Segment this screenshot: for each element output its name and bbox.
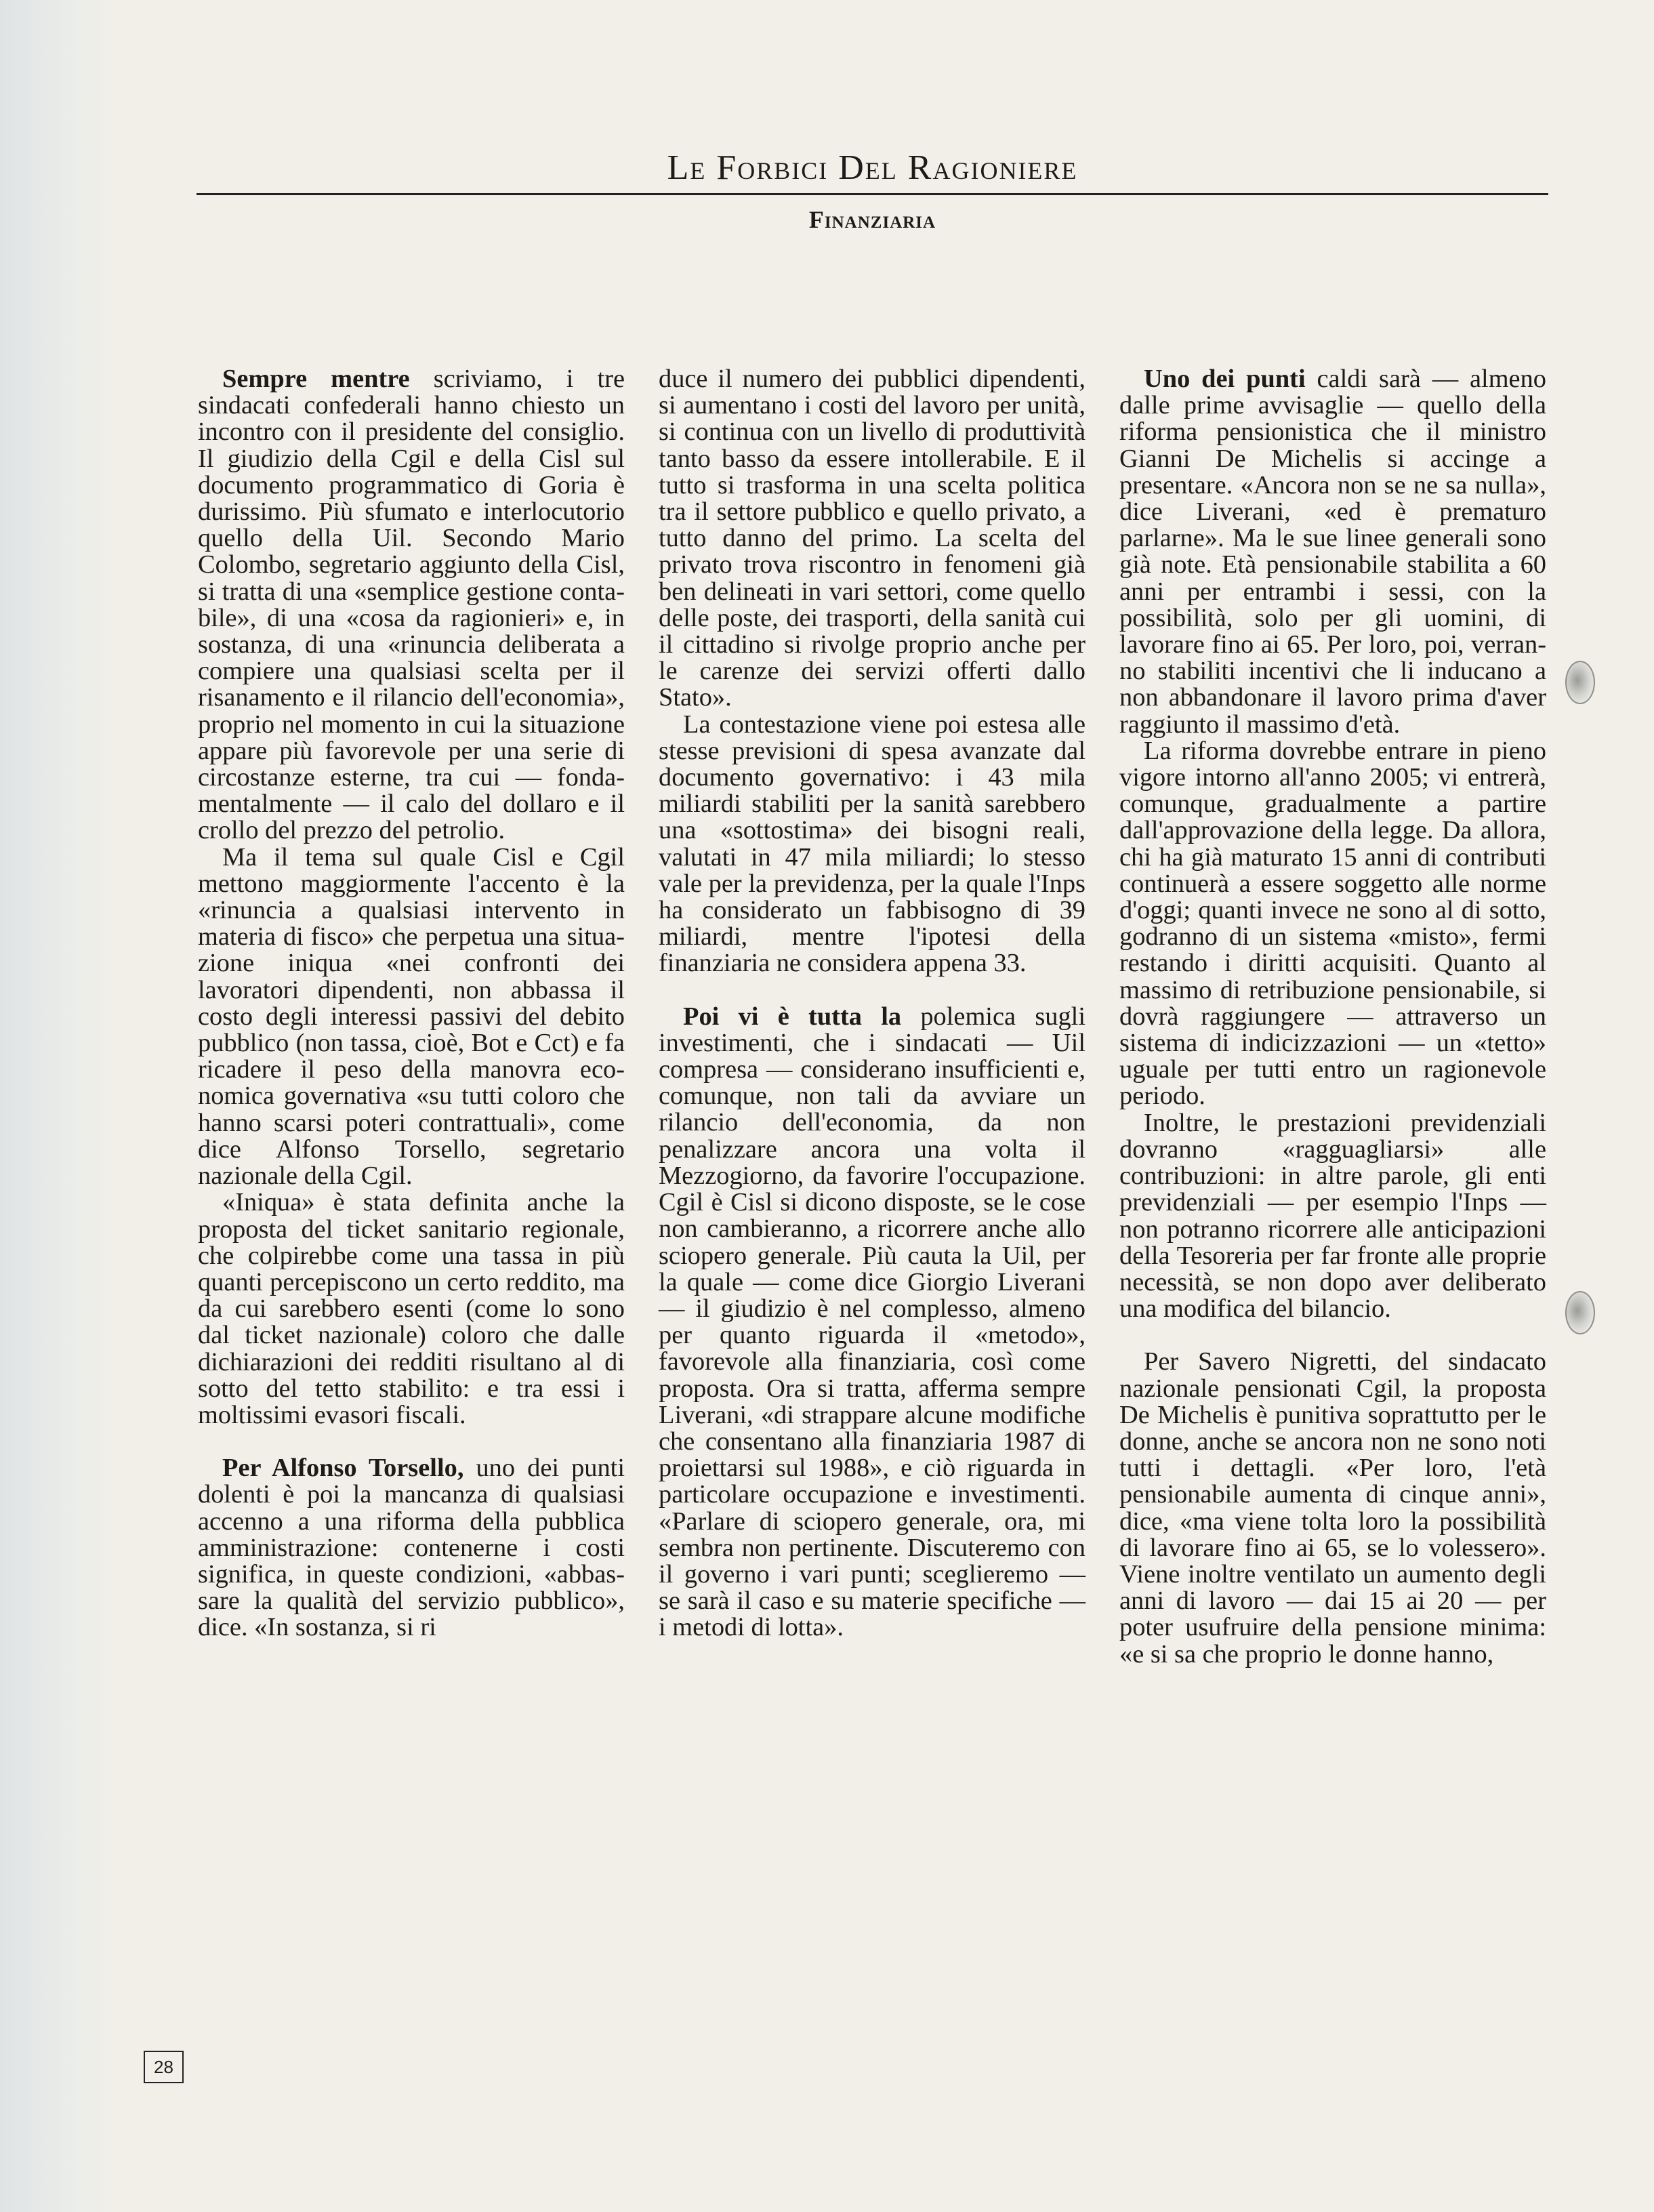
running-header-title: Le Forbici Del Ragioniere [667,148,1078,187]
paragraph [1119,366,1546,738]
paragraph-text: uno dei punti dolenti è poi la mancanza di qualsiasi accenno a una riforma della pubblica amministrazione: contenerne i costi significa, in queste condizioni, «abbassare la qualità del servizio pubblico», dice. «In sostanza, si ri [198,1454,625,1642]
paragraph: duce il numero dei pubblici dipendenti, si aumentano i costi del lavoro per unità, si continua con un livello di produttività tanto basso da essere intollerabile. E il tutto si trasforma in una scelta politica tra il settore pubblico e quello privato, a tutto danno del primo. La scelta del privato trova riscontro in fenomeni già ben delineati in vari settori, come quello delle poste, dei trasporti, della sanità cui il cittadino si rivolge proprio anche per le carenze dei servizi offerti dallo Stato». [659,365,1086,712]
staple-hole [1565,661,1595,704]
staple-hole [1565,1291,1595,1334]
paragraph [198,366,625,844]
paragraph-lead: Per Alfonso Torsello, [222,1454,464,1483]
paragraph [659,1004,1086,1641]
paragraph: La contestazione viene poi estesa alle stesse previsioni di spesa avanzate dal documento governativo: i 43 mila miliardi stabiliti per la sanità sarebbero una «sottostima» dei bisogni reali, valutati in 47 mila miliardi; lo stesso vale per la previdenza, per la quale l'Inps ha considerato un fabbisogno di 39 miliardi, mentre l'ipotesi della finanziaria ne considera appena 33. [659,710,1086,978]
paragraph-lead: Uno dei punti [1144,365,1306,393]
paragraph: Per Savero Nigretti, del sindacato nazionale pensionati Cgil, la proposta De Michelis è punitiva soprattutto per le donne, anche se ancora non ne sono noti tutti i dettagli. «Per loro, l'età pensionabile aumenta di cinque anni», dice, «ma viene tolta loro la possibilità di lavorare fino ai 65, se lo volessero». Viene inoltre ventilato un aumento degli anni di lavoro — dai 15 ai 20 — per poter usufruire della pensione minima: «e si sa che proprio le donne hanno, [1119,1347,1546,1668]
paragraph: «Iniqua» è stata definita anche la proposta del ticket sanitario regionale, che colpirebbe come una tassa in più quanti percepiscono un certo reddito, ma da cui sarebbero esenti (come lo sono dal ticket nazionale) coloro che dalle dichiarazioni dei redditi risultano al di sotto del tetto stabilito: e tra essi i moltissimi evasori fiscali. [198,1188,625,1429]
paragraph: Inoltre, le prestazioni previdenziali dovranno «ragguagliarsi» alle contribuzioni: in altre parole, gli enti previdenziali — per esempio l'Inps — non potranno ricorrere alle anticipazioni della Tesoreria per far fronte alle proprie necessità, se non dopo aver deliberato una modifica del bilancio. [1119,1108,1546,1324]
paragraph-text: scriviamo, i tre sindacati confederali hanno chiesto un incontro con il presidente del consiglio. Il giudizio della Cgil e della Cisl sul documento programmatico di Goria è durissimo. Più sfumato e interlocutorio quello della Uil. Secondo Mario Colombo, segretario aggiunto della Cisl, si tratta di una «semplice gestione contabile», di una «cosa da ragionieri» e, in sostanza, di una «rinuncia deliberata a compiere una qualsiasi scelta per il risanamento e il rilancio dell'economia», proprio nel momento in cui la situazione appare più favorevole per una serie di circostanze esterne, tra cui — fondamentalmente — il calo del dollaro e il crollo del prezzo del petrolio. [198,365,625,845]
paragraph: La riforma dovrebbe entrare in pieno vigore intorno all'anno 2005; vi entrerà, comunque, gradualmente a partire dall'approvazione della legge. Da allora, chi ha già maturato 15 anni di contributi continuerà a essere soggetto alle norme d'oggi; quanti invece ne sono al di sotto, godranno di un sistema «misto», fermi restando i diritti acquisiti. Quanto al massimo di retribuzione pensionabile, si dovrà raggiungere — attraverso un sistema di indicizzazioni — un «tetto» uguale per tutti entro un ragionevole periodo. [1119,736,1546,1111]
paragraph-lead: Sempre mentre [222,365,410,393]
page-number: 28 [144,2051,184,2083]
header-rule [197,193,1548,195]
previous-page-edge [0,0,115,2212]
paragraph: Ma il tema sul quale Cisl e Cgil mettono maggiormente l'accento è la «rinuncia a qualsiasi intervento in materia di fisco» che perpetua una situazione iniqua «nei confronti dei lavoratori dipendenti, non abbassa il costo degli interessi passivi del debito pubblico (non tassa, cioè, Bot e Cct) e fa ricadere il peso della manovra economica governativa «su tutti coloro che hanno scarsi poteri contrattuali», come dice Alfonso Torsello, segretario nazionale della Cgil. [198,842,625,1191]
paragraph-text: polemica sugli investimenti, che i sindacati — Uil compresa — considerano insufficienti e, comunque, non tali da avviare un rilancio dell'economia, da non penalizzare ancora una volta il Mezzogiorno, da favorire l'occupazione. Cgil è Cisl si dicono disposte, se le cose non cambieranno, a ricorrere anche allo sciopero generale. Più cauta la Uil, per la quale — come dice Giorgio Liverani — il giudizio è nel complesso, almeno per quanto riguarda il «metodo», favorevole alla finanziaria, così come proposta. Ora si tratta, afferma sempre Liverani, «di strappare alcune modifiche che consentano alla finanziaria 1987 di proiettarsi sul 1988», e ciò riguarda in particolare occupazione e investimenti. «Parlare di sciopero generale, ora, mi sembra non pertinente. Discuteremo con il governo i vari punti; sceglieremo — se sarà il caso e su materie specifiche — i metodi di lotta». [659,1002,1086,1642]
paragraph-text: caldi sarà — almeno dalle prime avvisaglie — quello della riforma pensionistica che il ministro Gianni De Michelis si accinge a presentare. «Ancora non se ne sa nulla», dice Liverani, «ed è prematuro parlarne». Ma le sue linee generali sono già note. Età pensionabile stabilita a 60 anni per entrambi i sessi, con la possibilità, solo per gli uomini, di lavorare fino ai 65. Per loro, poi, verranno stabiliti incentivi che li inducano a non abbandonare il lavoro prima d'aver raggiunto il massimo d'età. [1119,365,1546,739]
text-column-3 [1119,366,1546,1668]
text-column-1 [198,366,625,1641]
paragraph-lead: Poi vi è tutta la [683,1002,902,1031]
section-label: Finanziaria [808,206,936,233]
text-column-2 [659,366,1086,1641]
paragraph [198,1455,625,1641]
